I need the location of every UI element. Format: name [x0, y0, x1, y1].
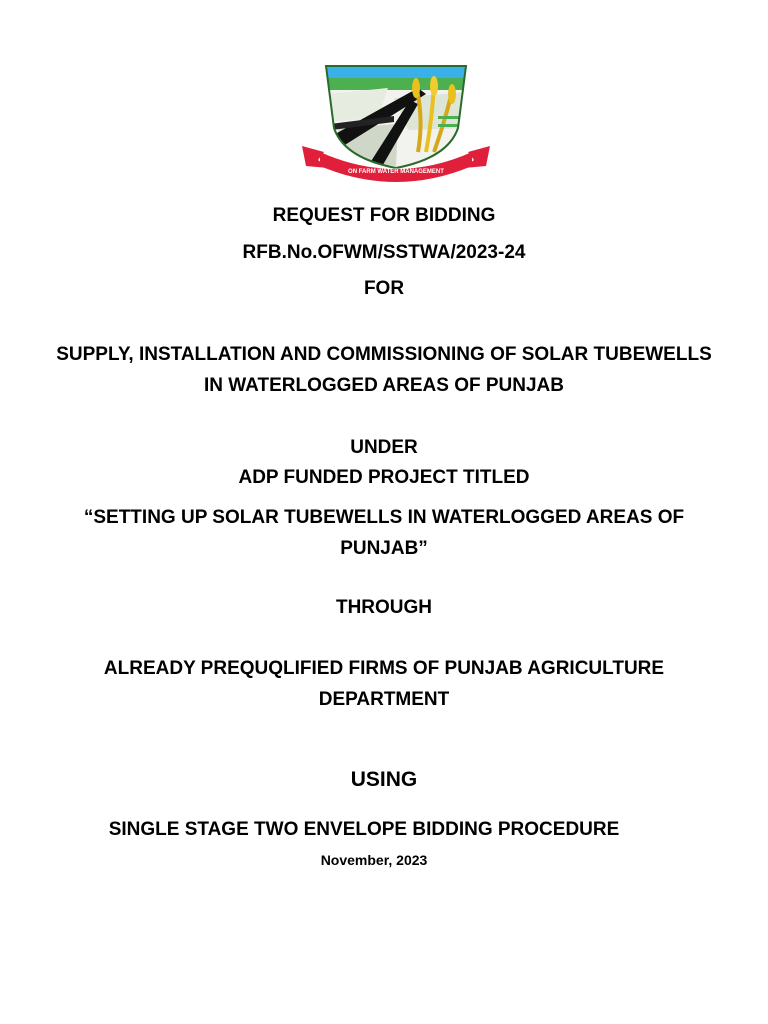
procedure-line: SINGLE STAGE TWO ENVELOPE BIDDING PROCEDURE — [108, 819, 620, 840]
rfb-number: RFB.No.OFWM/SSTWA/2023-24 — [242, 242, 526, 263]
through-label: THROUGH — [335, 597, 433, 618]
firms-line-2: DEPARTMENT — [318, 689, 450, 710]
svg-text:ON FARM WATER MANAGEMENT: ON FARM WATER MANAGEMENT — [348, 169, 444, 175]
date-line: November, 2023 — [320, 852, 428, 868]
scope-line-1: SUPPLY, INSTALLATION AND COMMISSIONING OF SOLAR TUBEWELLS — [56, 344, 712, 365]
using-label: USING — [350, 768, 418, 791]
ofwm-crest-icon — [298, 58, 494, 184]
under-label: UNDER — [350, 437, 418, 458]
scope-line-2: IN WATERLOGGED AREAS OF PUNJAB — [204, 375, 564, 396]
project-title-line-1: “SETTING UP SOLAR TUBEWELLS IN WATERLOGGED AREAS OF — [83, 507, 685, 528]
adp-line: ADP FUNDED PROJECT TITLED — [238, 467, 530, 488]
project-title-line-2: PUNJAB” — [340, 538, 428, 559]
firms-line-1: ALREADY PREQUQLIFIED FIRMS OF PUNJAB AGRICULTURE — [103, 658, 665, 679]
for-label: FOR — [363, 278, 405, 299]
request-heading: REQUEST FOR BIDDING — [272, 205, 496, 226]
